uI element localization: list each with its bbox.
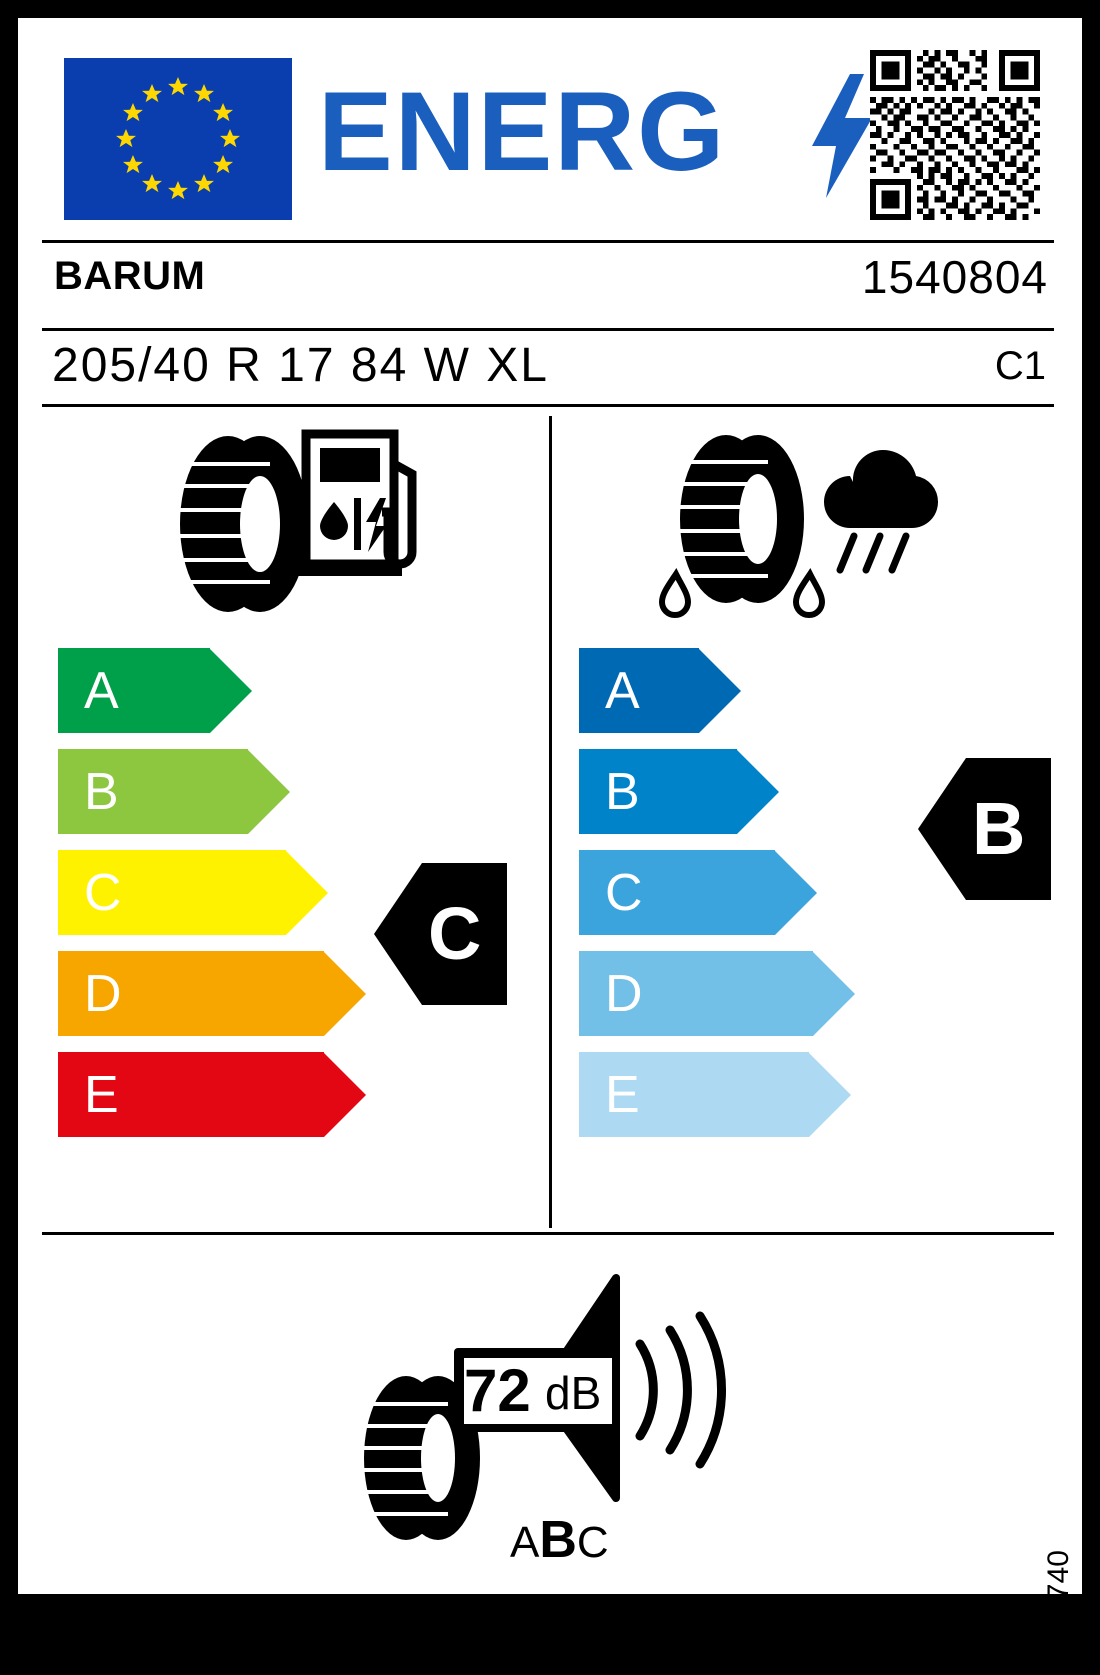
lightning-bolt-icon <box>812 74 872 198</box>
fuel-grade-d <box>58 951 366 1036</box>
grade-row-d <box>579 951 855 1036</box>
wet-grade-e-label: E <box>605 1065 640 1124</box>
fuel-grade-c-tip <box>286 851 328 935</box>
grade-row-c <box>579 850 855 935</box>
fuel-pump-icon <box>158 424 418 624</box>
eu-flag-icon <box>64 58 292 220</box>
grade-row-c <box>58 850 366 935</box>
fuel-grade-a-label: A <box>84 661 119 720</box>
grade-row-e <box>58 1052 366 1137</box>
page-title: ENERG <box>318 69 727 194</box>
fuel-grade-d-label: D <box>84 964 122 1023</box>
wet-grade-c-tip <box>775 851 817 935</box>
label-header <box>42 36 1054 226</box>
fuel-grade-c <box>58 850 366 935</box>
rain-cloud-icon <box>658 424 958 624</box>
noise-class-c: C <box>576 1518 609 1567</box>
wet-grade-d-label: D <box>605 964 643 1023</box>
divider-line-brand <box>42 328 1054 331</box>
wet-grade-c <box>579 850 855 935</box>
wet-grade-a-label: A <box>605 661 640 720</box>
fuel-efficiency-pictogram <box>158 424 418 624</box>
eu-stars-icon <box>64 58 292 220</box>
wet-grade-e-tip <box>809 1053 851 1137</box>
noise-unit: dB <box>545 1367 602 1419</box>
wet-grip-rating <box>918 758 1051 900</box>
fuel-grade-e <box>58 1052 366 1137</box>
wet-grade-d <box>579 951 855 1036</box>
fuel-grade-c-label: C <box>84 863 122 922</box>
grade-row-b <box>579 749 855 834</box>
noise-value: 72 <box>464 1357 531 1424</box>
fuel-rating-letter: C <box>428 892 482 975</box>
fuel-grade-e-label: E <box>84 1065 119 1124</box>
wet-grade-a-tip <box>699 649 741 733</box>
qr-code-icon <box>870 50 1040 220</box>
wet-rating-letter: B <box>972 787 1026 870</box>
center-divider <box>549 416 552 1228</box>
wet-grade-e <box>579 1052 855 1137</box>
wet-grip-scale <box>579 648 855 1153</box>
tyre-class: C1 <box>994 344 1046 388</box>
fuel-grade-a-tip <box>210 649 252 733</box>
noise-class-a: A <box>510 1518 540 1567</box>
wet-grade-b-label: B <box>605 762 640 821</box>
wet-grade-c-label: C <box>605 863 643 922</box>
wet-grade-a <box>579 648 855 733</box>
fuel-grade-b-label: B <box>84 762 119 821</box>
fuel-grade-a <box>58 648 366 733</box>
article-number: 1540804 <box>861 251 1048 303</box>
wet-grade-b <box>579 749 855 834</box>
grade-row-b <box>58 749 366 834</box>
fuel-grade-d-tip <box>324 952 366 1036</box>
tyre-size: 205/40 R 17 84 W XL <box>52 339 549 392</box>
label-sheet <box>18 18 1082 1675</box>
divider-line-top <box>42 240 1054 243</box>
grade-row-a <box>58 648 366 733</box>
brand-name: BARUM <box>54 254 206 298</box>
regulation-reference: 2020/740 <box>1042 1550 1075 1675</box>
wet-grade-d-tip <box>813 952 855 1036</box>
fuel-grade-e-tip <box>324 1053 366 1137</box>
fuel-grade-b <box>58 749 366 834</box>
wet-grade-b-tip <box>737 750 779 834</box>
grade-row-d <box>58 951 366 1036</box>
noise-class-b-selected: B <box>539 1511 577 1569</box>
fuel-grade-b-tip <box>248 750 290 834</box>
divider-line-noise <box>42 1232 1054 1235</box>
fuel-efficiency-rating <box>374 863 507 1005</box>
grade-row-e <box>579 1052 855 1137</box>
wet-rating-arrow <box>918 758 966 900</box>
fuel-efficiency-scale <box>58 648 366 1153</box>
divider-line-size <box>42 404 1054 407</box>
wet-grip-pictogram <box>658 424 958 624</box>
noise-class-scale <box>510 1510 609 1570</box>
fuel-rating-arrow <box>374 863 422 1005</box>
grade-row-a <box>579 648 855 733</box>
